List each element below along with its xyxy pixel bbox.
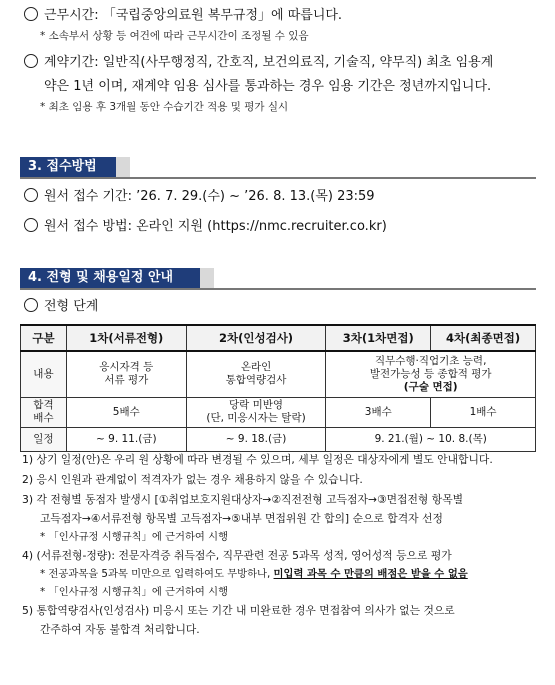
table-header-cell: 구분 — [21, 325, 67, 351]
table-header-cell: 2차(인성검사) — [186, 325, 326, 351]
work-hours: 근무시간: 「국립중앙의료원 복무규정」에 따릅니다. — [24, 7, 342, 25]
note-5-cont: 간주하여 자동 불합격 처리합니다. — [40, 623, 200, 636]
table-row — [21, 351, 536, 397]
note-4-sub: * 전공과목을 5과목 미만으로 입력하여도 무방하나, 미입력 과목 수 만큼의 배점은 받을 수 없음 — [40, 568, 468, 580]
table-cell: 3배수 — [326, 397, 431, 427]
note-3-sub: * 「인사규정 시행규칙」에 근거하여 시행 — [40, 531, 229, 543]
circle-bullet-icon — [24, 218, 38, 232]
note-4-sub2: * 「인사규정 시행규칙」에 근거하여 시행 — [40, 586, 229, 598]
table-cell: 9. 21.(월) ~ 10. 8.(목) — [326, 427, 536, 451]
table-row — [21, 397, 536, 427]
table-row — [21, 427, 536, 451]
stage-label: 전형 단계 — [24, 298, 98, 316]
note-1: 1) 상기 일정(안)은 우리 원 상황에 따라 변경될 수 있으며, 세부 일정은 대상자에게 별도 안내합니다. — [22, 453, 493, 466]
circle-bullet-icon — [24, 7, 38, 21]
section-title: 4. 전형 및 채용일정 안내 — [20, 268, 200, 288]
note-5: 5) 통합역량검사(인성검사) 미응시 또는 기간 내 미완료한 경우 면접참여 의사가 없는 것으로 — [22, 604, 455, 617]
row-label: 합격 배수 — [21, 397, 67, 427]
note-3-cont: 고득점자→④서류전형 항목별 고득점자→⑤내부 면접위원 간 합의] 순으로 합격자 선정 — [40, 512, 443, 525]
contract-note: * 최초 임용 후 3개월 동안 수습기간 적용 및 평가 실시 — [40, 101, 289, 113]
table-header-cell: 4차(최종면접) — [431, 325, 536, 351]
table-cell: 응시자격 등 서류 평가 — [66, 351, 186, 397]
circle-bullet-icon — [24, 298, 38, 312]
table-cell: 5배수 — [66, 397, 186, 427]
note-2: 2) 응시 인원과 관계없이 적격자가 없는 경우 채용하지 않을 수 있습니다. — [22, 473, 363, 486]
note-4: 4) (서류전형-정량): 전문자격증 취득점수, 직무관련 전공 5과목 성적, 영어성적 등으로 평가 — [22, 549, 452, 562]
table-cell: 1배수 — [431, 397, 536, 427]
table-header-cell: 1차(서류전형) — [66, 325, 186, 351]
application-method: 원서 접수 방법: 온라인 지원 (https://nmc.recruiter.co.kr) — [24, 218, 387, 236]
table-cell: 당락 미반영 (단, 미응시자는 탈락) — [186, 397, 326, 427]
table-cell: ~ 9. 11.(금) — [66, 427, 186, 451]
table-cell: ~ 9. 18.(금) — [186, 427, 326, 451]
section-title: 3. 접수방법 — [20, 157, 116, 177]
emphasis-text: 미입력 과목 수 만큼의 배점은 받을 수 없음 — [273, 568, 468, 580]
contract-period: 계약기간: 일반직(사무행정직, 간호직, 보건의료직, 기술직, 약무직) 최초 임용계 — [24, 54, 493, 72]
table-header-row — [21, 325, 536, 351]
circle-bullet-icon — [24, 54, 38, 68]
application-period: 원서 접수 기간: ’26. 7. 29.(수) ~ ’26. 8. 13.(목) 23:59 — [24, 188, 375, 206]
note-3: 3) 각 전형별 동점자 발생시 [①취업보호지원대상자→②직전전형 고득점자→③면접전형 항목별 — [22, 493, 464, 506]
row-label: 일정 — [21, 427, 67, 451]
row-label: 내용 — [21, 351, 67, 397]
table-cell: 온라인 통합역량검사 — [186, 351, 326, 397]
circle-bullet-icon — [24, 188, 38, 202]
table-cell: 직무수행·직업기초 능력, 발전가능성 등 종합적 평가 (구술 면접) — [326, 351, 536, 397]
work-hours-note: * 소속부서 상황 등 여건에 따라 근무시간이 조정될 수 있음 — [40, 30, 309, 42]
schedule-table — [20, 324, 536, 452]
contract-period-cont: 약은 1년 이며, 재계약 임용 심사를 통과하는 경우 임용 기간은 정년까지입니다. — [44, 79, 492, 94]
table-header-cell: 3차(1차면접) — [326, 325, 431, 351]
